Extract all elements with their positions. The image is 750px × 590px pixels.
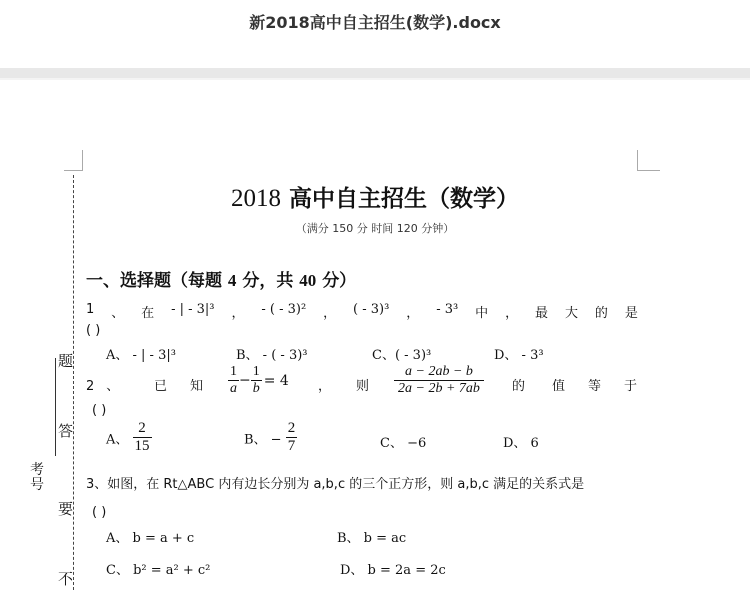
q2-comma: ， (318, 379, 332, 394)
q1-option-c: C、( - 3)³ (372, 348, 432, 363)
q3-option-c: C、 b² = a² + c² (106, 563, 211, 578)
q2-sep: 、 (106, 379, 120, 394)
q1-expr: - ( - 3)² (261, 302, 307, 317)
binding-fill-line (55, 358, 56, 456)
q3-answer-paren: ( ) (92, 505, 107, 520)
frac-denominator: 15 (134, 438, 150, 455)
q1-token: 最 (535, 306, 549, 321)
q2-word-zhi2: 值 (552, 379, 566, 394)
q2-word-deng: 等 (588, 379, 602, 394)
option-fraction (133, 420, 152, 456)
points-total: 40 (299, 271, 317, 290)
q1-token: ， (231, 306, 245, 321)
q1-expr: - 3³ (436, 302, 459, 317)
title-bar (0, 0, 750, 68)
option-label: A、 (106, 432, 129, 448)
title-text: 高中自主招生（数学） (289, 186, 519, 212)
frac-numerator: 2 (286, 420, 298, 438)
crop-mark-top-left (64, 150, 83, 171)
q1-token: 、 (111, 306, 125, 321)
question-3-stem: 3、如图，在 Rt△ABC 内有边长分别为 a,b,c 的三个正方形，则 a,b,c 满足的关系式是 (86, 477, 585, 492)
section-title: 选择题（每题 (120, 271, 222, 291)
title-year: 2018 (230, 185, 281, 212)
frac-numerator: 2 (133, 420, 152, 438)
q2-num: 2 (86, 379, 95, 394)
q1-token: 在 (141, 306, 155, 321)
document-filename: 新2018高中自主招生(数学).docx (249, 13, 501, 32)
q1-token: ， (406, 306, 420, 321)
binding-char-da: 答 (58, 422, 74, 440)
q3-option-a: A、 b = a + c (106, 531, 195, 546)
binding-char-ti: 题 (58, 352, 74, 370)
q2-word-ze: 则 (356, 379, 370, 394)
q3-option-d: D、 b = 2a = 2c (340, 563, 446, 578)
q3-option-b: B、 b = ac (337, 531, 407, 546)
q1-token: 是 (624, 306, 638, 321)
exam-info: （满分 150 分 时间 120 分钟） (295, 222, 455, 235)
q1-token: 的 (594, 306, 608, 321)
binding-dashed-line (73, 175, 74, 590)
q1-token: ， (505, 306, 519, 321)
points-unit: 分，共 (242, 271, 294, 291)
points-unit-close: 分） (322, 271, 357, 291)
frac-denominator: a (230, 381, 237, 397)
q2-target-expression (394, 364, 484, 397)
q2-answer-paren: ( ) (92, 403, 107, 418)
points-each: 4 (227, 271, 237, 290)
minus-sign: − (239, 372, 251, 389)
frac-denominator: 7 (287, 438, 296, 455)
q2-option-d: D、 6 (503, 436, 539, 451)
q2-word-de: 的 (512, 379, 526, 394)
frac-denominator: 2a − 2b + 7ab (398, 381, 480, 397)
q2-word-yu: 于 (624, 379, 638, 394)
section-number: 一、 (86, 271, 120, 291)
frac-denominator: b (252, 381, 260, 397)
q2-expression-fraction (394, 364, 484, 397)
q2-option-a (106, 420, 152, 456)
q1-answer-paren: ( ) (86, 323, 101, 338)
q2-number (86, 375, 119, 394)
document-page[interactable] (0, 80, 750, 590)
section-heading (86, 266, 356, 291)
binding-char-bu: 不 (58, 570, 74, 588)
q1-token: 中 (475, 306, 489, 321)
q1-expr: - | - 3|³ (171, 302, 215, 317)
q2-condition-equation (228, 364, 289, 397)
q1-token: 大 (564, 306, 578, 321)
frac-numerator: 1 (228, 364, 239, 381)
question-1-stem (86, 302, 638, 321)
binding-label-exam-number: 考号 (30, 462, 44, 493)
q2-word-yi: 已 (154, 379, 168, 394)
q2-frac-1-over-b (251, 364, 262, 397)
q2-word-zhi: 知 (190, 379, 204, 394)
toolbar-separator (0, 68, 750, 78)
q1-token: ， (323, 306, 337, 321)
q2-option-c: C、 −6 (380, 436, 427, 451)
q1-option-b: B、 - ( - 3)³ (236, 348, 308, 363)
binding-char-yao: 要 (58, 500, 74, 518)
frac-numerator: 1 (251, 364, 262, 381)
q2-option-b (244, 420, 297, 456)
q1-option-a: A、 - | - 3|³ (106, 348, 176, 363)
frac-numerator: a − 2ab − b (394, 364, 484, 381)
q1-expr: ( - 3)³ (353, 302, 390, 317)
q2-frac-1-over-a (228, 364, 239, 397)
q1-option-d: D、 - 3³ (494, 348, 544, 363)
q1-token: 1 (86, 302, 95, 317)
document-title (0, 180, 750, 213)
option-fraction (286, 420, 298, 456)
equation-rhs: = 4 (263, 372, 289, 389)
option-label: B、 − (244, 432, 282, 448)
crop-mark-top-right (637, 150, 660, 171)
